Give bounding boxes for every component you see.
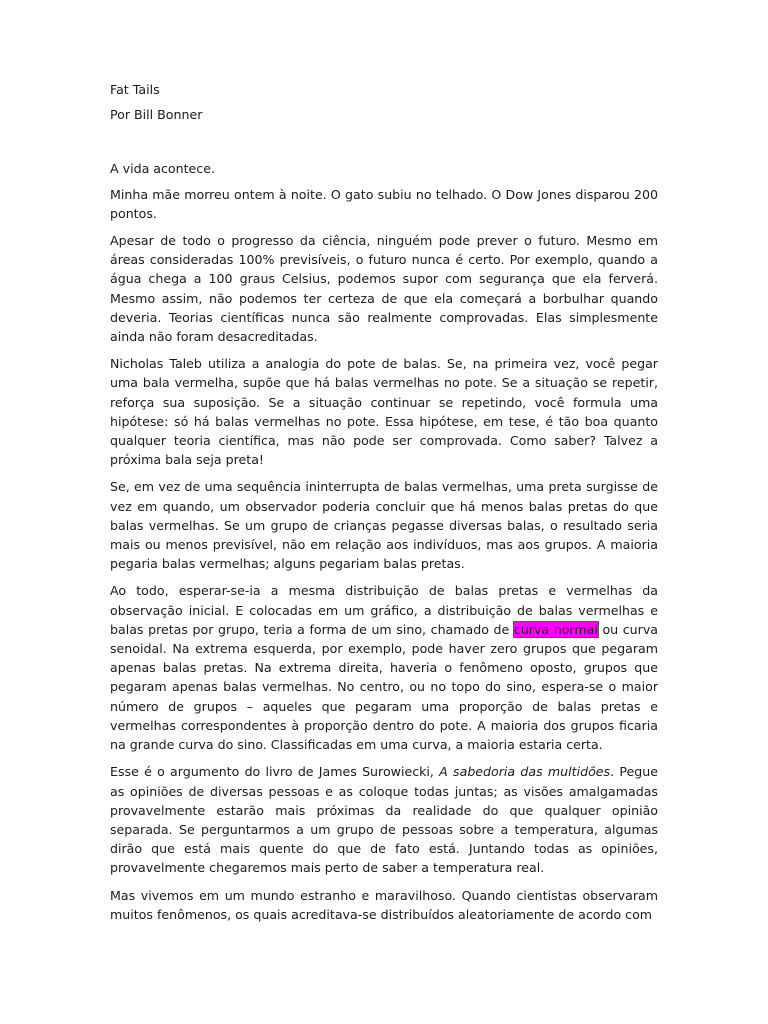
paragraph-2: Apesar de todo o progresso da ciência, ninguém pode prever o futuro. Mesmo em áreas consideradas 100% previsíveis, o futuro nunca é certo. Por exemplo, quando a água chega a 100 graus Celsius, podemos supor com segurança que ela ferverá. Mesmo assim, não podemos ter certeza de que ela começará a borbulhar quando deveria. Teorias científicas nunca são realmente comprovadas. Elas simplesmente ainda não foram desacreditadas. [110, 233, 658, 345]
paragraph-1: Minha mãe morreu ontem à noite. O gato subiu no telhado. O Dow Jones disparou 200 pontos. [110, 186, 658, 221]
paragraph-7: Mas vivemos em um mundo estranho e maravilhoso. Quando cientistas observaram muitos fenômenos, os quais acreditava-se distribuídos aleatoriamente de acordo com [110, 887, 658, 922]
paragraph-6-start: Esse é o argumento do livro de James Surowiecki, [110, 764, 440, 780]
book-title: A sabedoria das multidões [439, 764, 611, 780]
paragraph-4: Se, em vez de uma sequência ininterrupta de balas vermelhas, uma preta surgisse de vez em quando, um observador poderia concluir que há menos balas pretas do que balas vermelhas. Se um grupo de crianças pegasse diversas balas, o resultado seria mais ou menos previsível, não em relação aos indivíduos, mas aos grupos. A maioria pegaria balas vermelhas; alguns pegariam balas pretas. [110, 479, 658, 572]
paragraph-intro: A vida acontece. [110, 161, 215, 177]
paragraph-5 [110, 581, 658, 754]
paragraph-6-end: . Pegue as opiniões de diversas pessoas e as coloque todas juntas; as visões amalgamadas provavelmente estarão mais próximas da realidade do que qualquer opinião separada. Se perguntarmos a um grupo de pessoas sobre a temperatura, algumas dirão que está mais quente do que de fato está. Juntando todas as opiniões, provavelmente chegaremos mais perto de saber a temperatura real. [110, 764, 658, 876]
document-page [110, 80, 658, 932]
document-title: Fat Tails [110, 82, 160, 97]
paragraph-3: Nicholas Taleb utiliza a analogia do pote de balas. Se, na primeira vez, você pegar uma bala vermelha, supõe que há balas vermelhas no pote. Se a situação se repetir, reforça sua suposição. Se a situação continuar se repetindo, você formula uma hipótese: só há balas vermelhas no pote. Essa hipótese, em tese, é tão boa quanto qualquer teoria científica, mas não pode ser comprovada. Como saber? Talvez a próxima bala seja preta! [110, 356, 658, 468]
document-author: Por Bill Bonner [110, 107, 203, 123]
highlighted-term: curva normal [513, 621, 598, 637]
paragraph-5-start: Ao todo, esperar-se-ia a mesma distribuição de balas pretas e vermelhas da observação inicial. E colocadas em um gráfico, a distribuição de balas vermelhas e balas pretas por grupo, teria a forma de um sino, chamado de [110, 583, 658, 637]
paragraph-6 [110, 762, 658, 877]
paragraph-5-end: ou curva senoidal. Na extrema esquerda, por exemplo, pode haver zero grupos que pegaram apenas balas pretas. Na extrema direita, haveria o fenômeno oposto, grupos que pegaram apenas balas vermelhas. No centro, ou no topo do sino, espera-se o maior número de grupos – aqueles que pegaram uma proporção de balas pretas e vermelhas correspondentes à proporção dentro do pote. A maioria dos grupos ficaria na grande curva do sino. Classificadas em uma curva, a maioria estaria certa. [110, 621, 659, 753]
